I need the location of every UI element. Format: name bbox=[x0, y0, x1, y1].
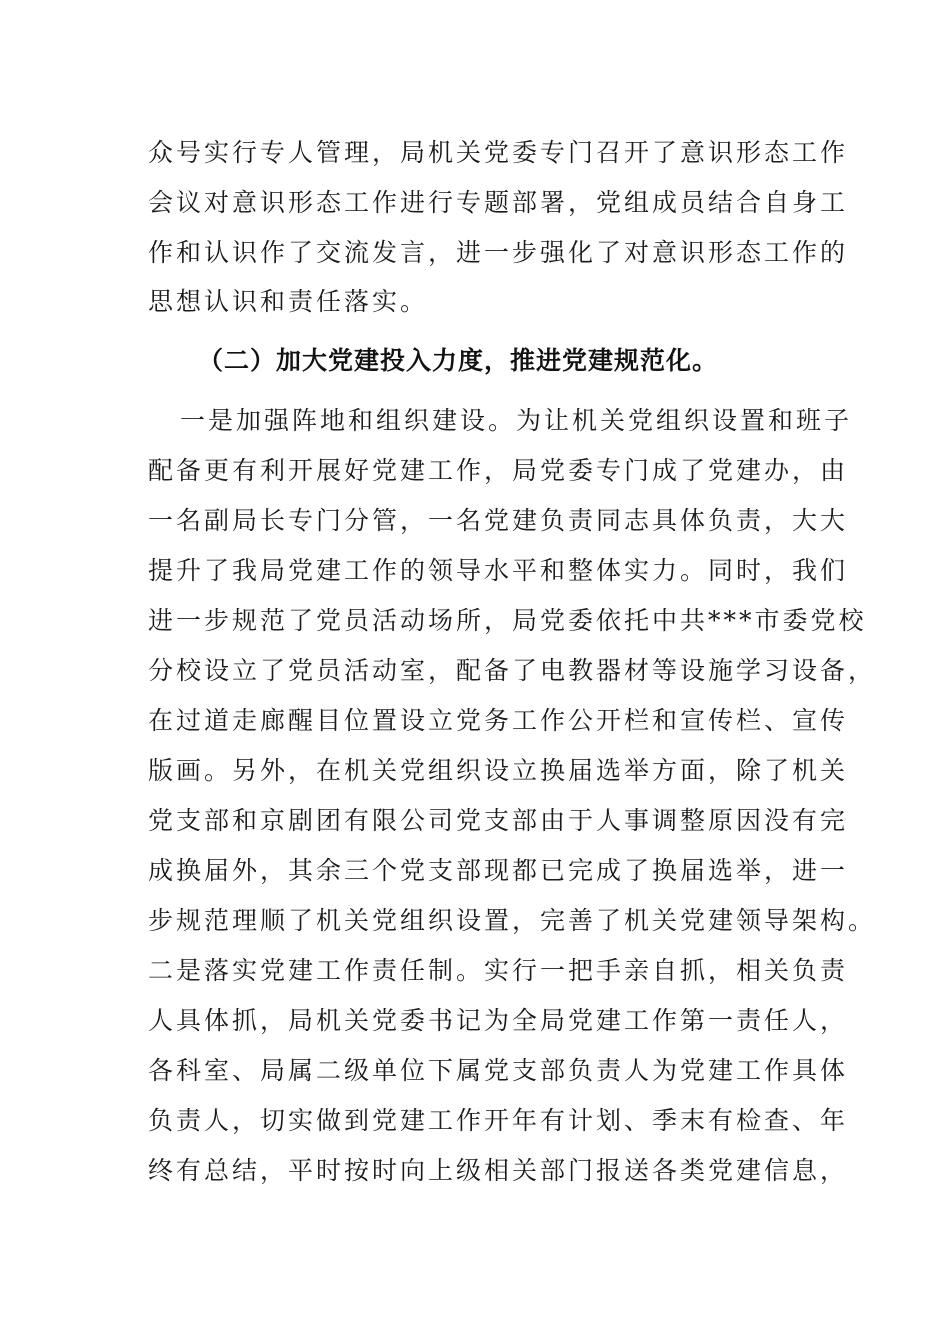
body-text-line: 思想认识和责任落实。 bbox=[148, 287, 429, 316]
body-text-line: 二是落实党建工作责任制。实行一把手亲自抓，相关负责 bbox=[148, 956, 849, 985]
body-text-line: 终有总结，平时按时向上级相关部门报送各类党建信息， bbox=[148, 1156, 849, 1185]
body-text-line: 进一步规范了党员活动场所，局党委依托中共***市委党校 bbox=[148, 606, 867, 635]
body-text-line: 众号实行专人管理，局机关党委专门召开了意识形态工作 bbox=[148, 138, 849, 167]
body-text-line: 版画。另外，在机关党组织设立换届选举方面，除了机关 bbox=[148, 756, 849, 785]
body-text-line: 作和认识作了交流发言，进一步强化了对意识形态工作的 bbox=[148, 238, 849, 267]
body-text-line: 步规范理顺了机关党组织设置，完善了机关党建领导架构。 bbox=[148, 906, 877, 935]
body-text-line: 人具体抓，局机关党委书记为全局党建工作第一责任人， bbox=[148, 1006, 849, 1035]
body-text-line: 配备更有利开展好党建工作，局党委专门成了党建办，由 bbox=[148, 456, 849, 485]
body-text-line: 各科室、局属二级单位下属党支部负责人为党建工作具体 bbox=[148, 1056, 849, 1085]
body-text-line: 提升了我局党建工作的领导水平和整体实力。同时，我们 bbox=[148, 556, 849, 585]
body-text-line: 负责人，切实做到党建工作开年有计划、季末有检查、年 bbox=[148, 1106, 849, 1135]
body-text-line: 会议对意识形态工作进行专题部署，党组成员结合自身工 bbox=[148, 188, 849, 217]
section-heading: （二）加大党建投入力度，推进党建规范化。 bbox=[198, 346, 719, 375]
body-text-line: 一名副局长专门分管，一名党建负责同志具体负责，大大 bbox=[148, 506, 849, 535]
body-text-line: 党支部和京剧团有限公司党支部由于人事调整原因没有完 bbox=[148, 806, 849, 835]
body-text-line: 一是加强阵地和组织建设。为让机关党组织设置和班子 bbox=[180, 406, 853, 435]
body-text-line: 在过道走廊醒目位置设立党务工作公开栏和宣传栏、宣传 bbox=[148, 706, 849, 735]
body-text-line: 成换届外，其余三个党支部现都已完成了换届选举，进一 bbox=[148, 856, 849, 885]
body-text-line: 分校设立了党员活动室，配备了电教器材等设施学习设备， bbox=[148, 656, 877, 685]
